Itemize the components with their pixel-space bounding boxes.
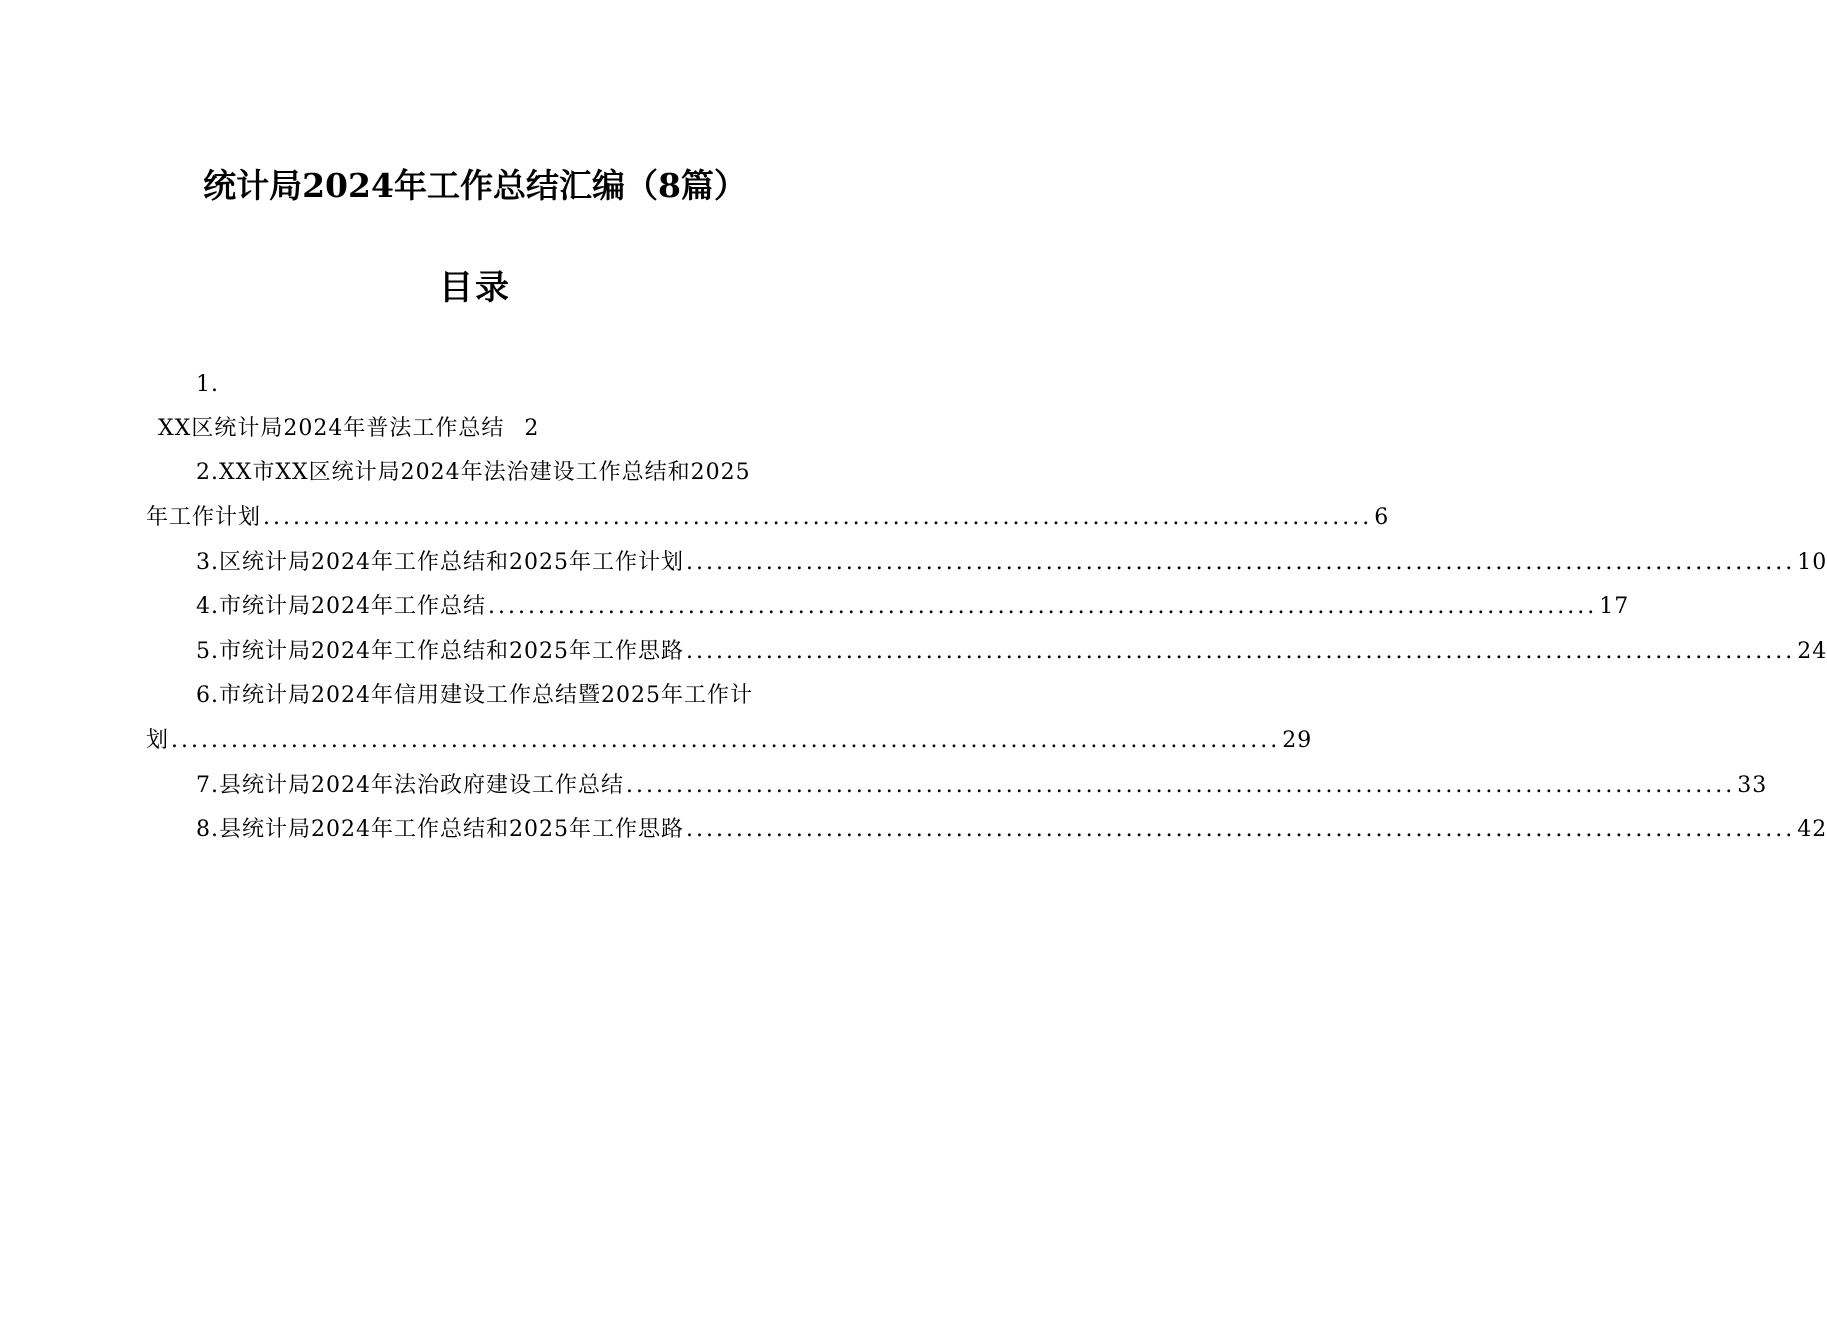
toc-item-2-line2[interactable] bbox=[146, 503, 1390, 533]
toc-item-8-page: 42 bbox=[1797, 817, 1827, 842]
toc-item-1-entry[interactable] bbox=[158, 414, 539, 444]
toc-heading: 目录 bbox=[439, 268, 511, 308]
toc-item-7[interactable] bbox=[196, 771, 1768, 801]
toc-item-3-leader: ............................................................................................................... bbox=[685, 550, 1796, 575]
toc-item-8[interactable] bbox=[196, 815, 1827, 845]
toc-item-7-text: 7.县统计局2024年法治政府建设工作总结 bbox=[196, 773, 624, 798]
toc-item-4[interactable] bbox=[196, 592, 1630, 622]
toc-item-1-number: 1. bbox=[196, 372, 219, 397]
toc-item-5-leader: ............................................................................................................... bbox=[685, 639, 1796, 664]
toc-item-8-leader: ............................................................................................................... bbox=[685, 817, 1796, 842]
toc-item-5-text: 5.市统计局2024年工作总结和2025年工作思路 bbox=[196, 639, 684, 664]
toc-item-5[interactable] bbox=[196, 637, 1827, 667]
toc-item-3-text: 3.区统计局2024年工作总结和2025年工作计划 bbox=[196, 550, 684, 575]
toc-item-1-page: 2 bbox=[524, 416, 540, 441]
toc-item-6-line1[interactable]: 6.市统计局2024年信用建设工作总结暨2025年工作计 bbox=[196, 683, 753, 708]
toc-item-3-page: 10 bbox=[1797, 550, 1827, 575]
toc-item-3[interactable] bbox=[196, 548, 1827, 578]
toc-item-2-page: 6 bbox=[1374, 505, 1390, 530]
toc-item-6-leader: ............................................................................................................... bbox=[171, 728, 1281, 753]
toc-item-7-page: 33 bbox=[1737, 773, 1768, 798]
toc-item-2-line1[interactable]: 2.XX市XX区统计局2024年法治建设工作总结和2025 bbox=[196, 460, 751, 485]
toc-item-6-line2[interactable] bbox=[146, 726, 1313, 756]
toc-item-6-page: 29 bbox=[1282, 728, 1313, 753]
toc-item-7-leader: ............................................................................................................... bbox=[625, 773, 1736, 798]
toc-item-2-leader: ............................................................................................................... bbox=[263, 505, 1373, 530]
toc-item-4-text: 4.市统计局2024年工作总结 bbox=[196, 594, 486, 619]
toc-item-5-page: 24 bbox=[1797, 639, 1827, 664]
document-title: 统计局2024年工作总结汇编（8篇） bbox=[203, 166, 747, 205]
toc-item-2-text: 年工作计划 bbox=[146, 505, 262, 530]
toc-item-1-text: XX区统计局2024年普法工作总结 bbox=[158, 416, 505, 441]
toc-item-6-text: 划 bbox=[146, 728, 170, 753]
toc-item-4-leader: ............................................................................................................... bbox=[487, 594, 1598, 619]
toc-item-8-text: 8.县统计局2024年工作总结和2025年工作思路 bbox=[196, 817, 684, 842]
toc-item-4-page: 17 bbox=[1599, 594, 1630, 619]
